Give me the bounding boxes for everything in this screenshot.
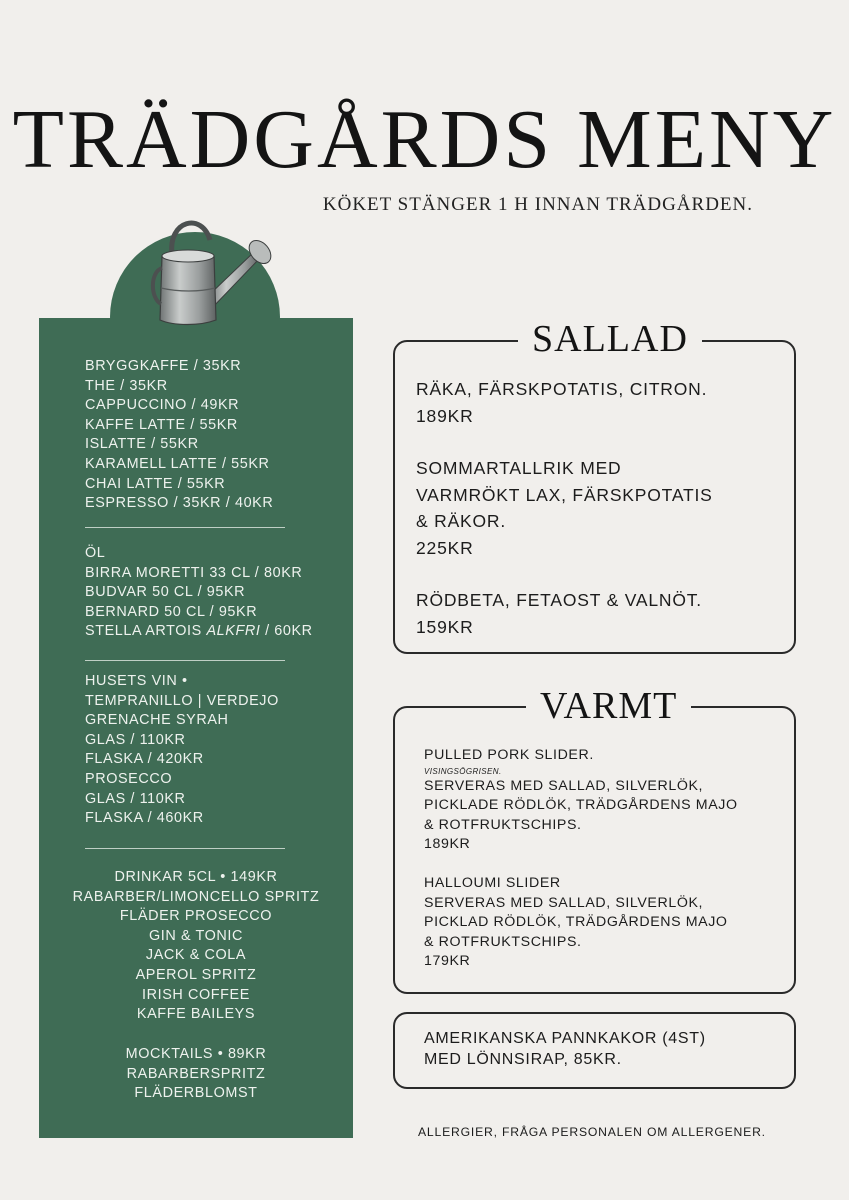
alkfri-tag: ALKFRI	[206, 623, 261, 640]
list-item: CAPPUCCINO / 49KR	[85, 397, 240, 414]
list-item: RABARBERSPRITZ	[126, 1065, 266, 1082]
list-item: BERNARD 50 CL / 95KR	[85, 603, 258, 620]
divider	[85, 660, 285, 661]
allergy-note: ALLERGIER, FRÅGA PERSONALEN OM ALLERGENER.	[418, 1125, 766, 1139]
list-item: SERVERAS MED SALLAD, SILVERLÖK,	[424, 777, 704, 794]
list-item: FLASKA / 460KR	[85, 810, 204, 827]
list-item: GRENACHE SYRAH	[85, 712, 229, 729]
item-price: 179KR	[424, 953, 471, 970]
list-item: FLASKA / 420KR	[85, 751, 204, 768]
item-name: HALLOUMI SLIDER	[424, 874, 561, 891]
list-item: FLÄDER PROSECCO	[119, 908, 273, 925]
list-item: BRYGGKAFFE / 35KR	[85, 358, 242, 374]
list-item: RABARBER/LIMONCELLO SPRITZ	[72, 888, 320, 905]
varmt-list	[424, 746, 738, 972]
list-item: MOCKTAILS • 89KR	[125, 1046, 267, 1062]
divider	[85, 527, 285, 528]
item-note: VISINGSÖGRISEN.	[424, 766, 502, 776]
sallad-list	[416, 376, 713, 640]
list-item: TEMPRANILLO | VERDEJO	[85, 692, 279, 709]
list-item: PICKLAD RÖDLÖK, TRÄDGÅRDENS MAJO	[424, 914, 728, 931]
list-item: PROSECCO	[85, 770, 173, 787]
item-price: 189KR	[424, 836, 471, 853]
list-item: BIRRA MORETTI 33 CL / 80KR	[85, 564, 303, 581]
list-item-stella: STELLA ARTOIS ALKFRI / 60KR	[85, 623, 313, 640]
list-item: GLAS / 110KR	[85, 731, 186, 748]
list-item: KARAMELL LATTE / 55KR	[85, 455, 270, 472]
wine-list	[85, 672, 279, 829]
page-subtitle: KÖKET STÄNGER 1 H INNAN TRÄDGÅRDEN.	[322, 194, 753, 215]
list-item: KAFFE BAILEYS	[136, 1006, 256, 1023]
item-name: PULLED PORK SLIDER.	[424, 747, 594, 763]
divider	[85, 848, 285, 849]
list-item: PICKLADE RÖDLÖK, TRÄDGÅRDENS MAJO	[424, 797, 738, 814]
list-item: VARMRÖKT LAX, FÄRSKPOTATIS	[416, 484, 713, 505]
list-item: THE / 35KR	[85, 377, 168, 394]
list-item: & RÄKOR.	[416, 511, 507, 531]
cocktail-list	[39, 868, 353, 1025]
list-item: SERVERAS MED SALLAD, SILVERLÖK,	[424, 894, 704, 911]
list-item: AMERIKANSKA PANNKAKOR (4ST)	[424, 1030, 706, 1047]
pancakes-text	[424, 1028, 706, 1070]
list-item: FLÄDERBLOMST	[134, 1085, 258, 1102]
item-price: 189KR	[416, 405, 474, 426]
list-item: SOMMARTALLRIK MED	[416, 458, 622, 478]
list-item: RÖDBETA, FETAOST & VALNÖT.	[416, 590, 702, 610]
list-item: KAFFE LATTE / 55KR	[85, 416, 238, 433]
item-price: 159KR	[416, 616, 474, 637]
list-item: RÄKA, FÄRSKPOTATIS, CITRON.	[416, 379, 708, 399]
list-item: ISLATTE / 55KR	[85, 436, 199, 453]
item-price: 225KR	[416, 537, 474, 558]
list-item: & ROTFRUKTSCHIPS.	[424, 816, 582, 833]
mocktail-list	[39, 1045, 353, 1104]
list-item: APEROL SPRITZ	[135, 966, 257, 983]
page-title: TRÄDGÅRDS MENY	[12, 93, 837, 186]
list-item: MED LÖNNSIRAP, 85KR.	[424, 1051, 622, 1068]
list-item: IRISH COFFEE	[142, 986, 250, 1003]
list-item: GLAS / 110KR	[85, 790, 186, 807]
list-item: & ROTFRUKTSCHIPS.	[424, 933, 582, 950]
watering-can-icon	[150, 212, 290, 330]
list-item: BUDVAR 50 CL / 95KR	[85, 584, 246, 601]
coffee-list	[85, 357, 273, 514]
list-item: JACK & COLA	[145, 947, 247, 964]
list-item: GIN & TONIC	[148, 927, 244, 944]
varmt-heading: VARMT	[526, 687, 691, 725]
section-heading-beer: ÖL	[85, 545, 106, 561]
beer-list	[85, 544, 313, 642]
list-item: DRINKAR 5CL • 149KR	[114, 869, 278, 885]
list-item: HUSETS VIN •	[85, 673, 188, 689]
sallad-heading: SALLAD	[518, 320, 702, 358]
list-item: CHAI LATTE / 55KR	[85, 475, 226, 492]
list-item: ESPRESSO / 35KR / 40KR	[85, 495, 274, 512]
